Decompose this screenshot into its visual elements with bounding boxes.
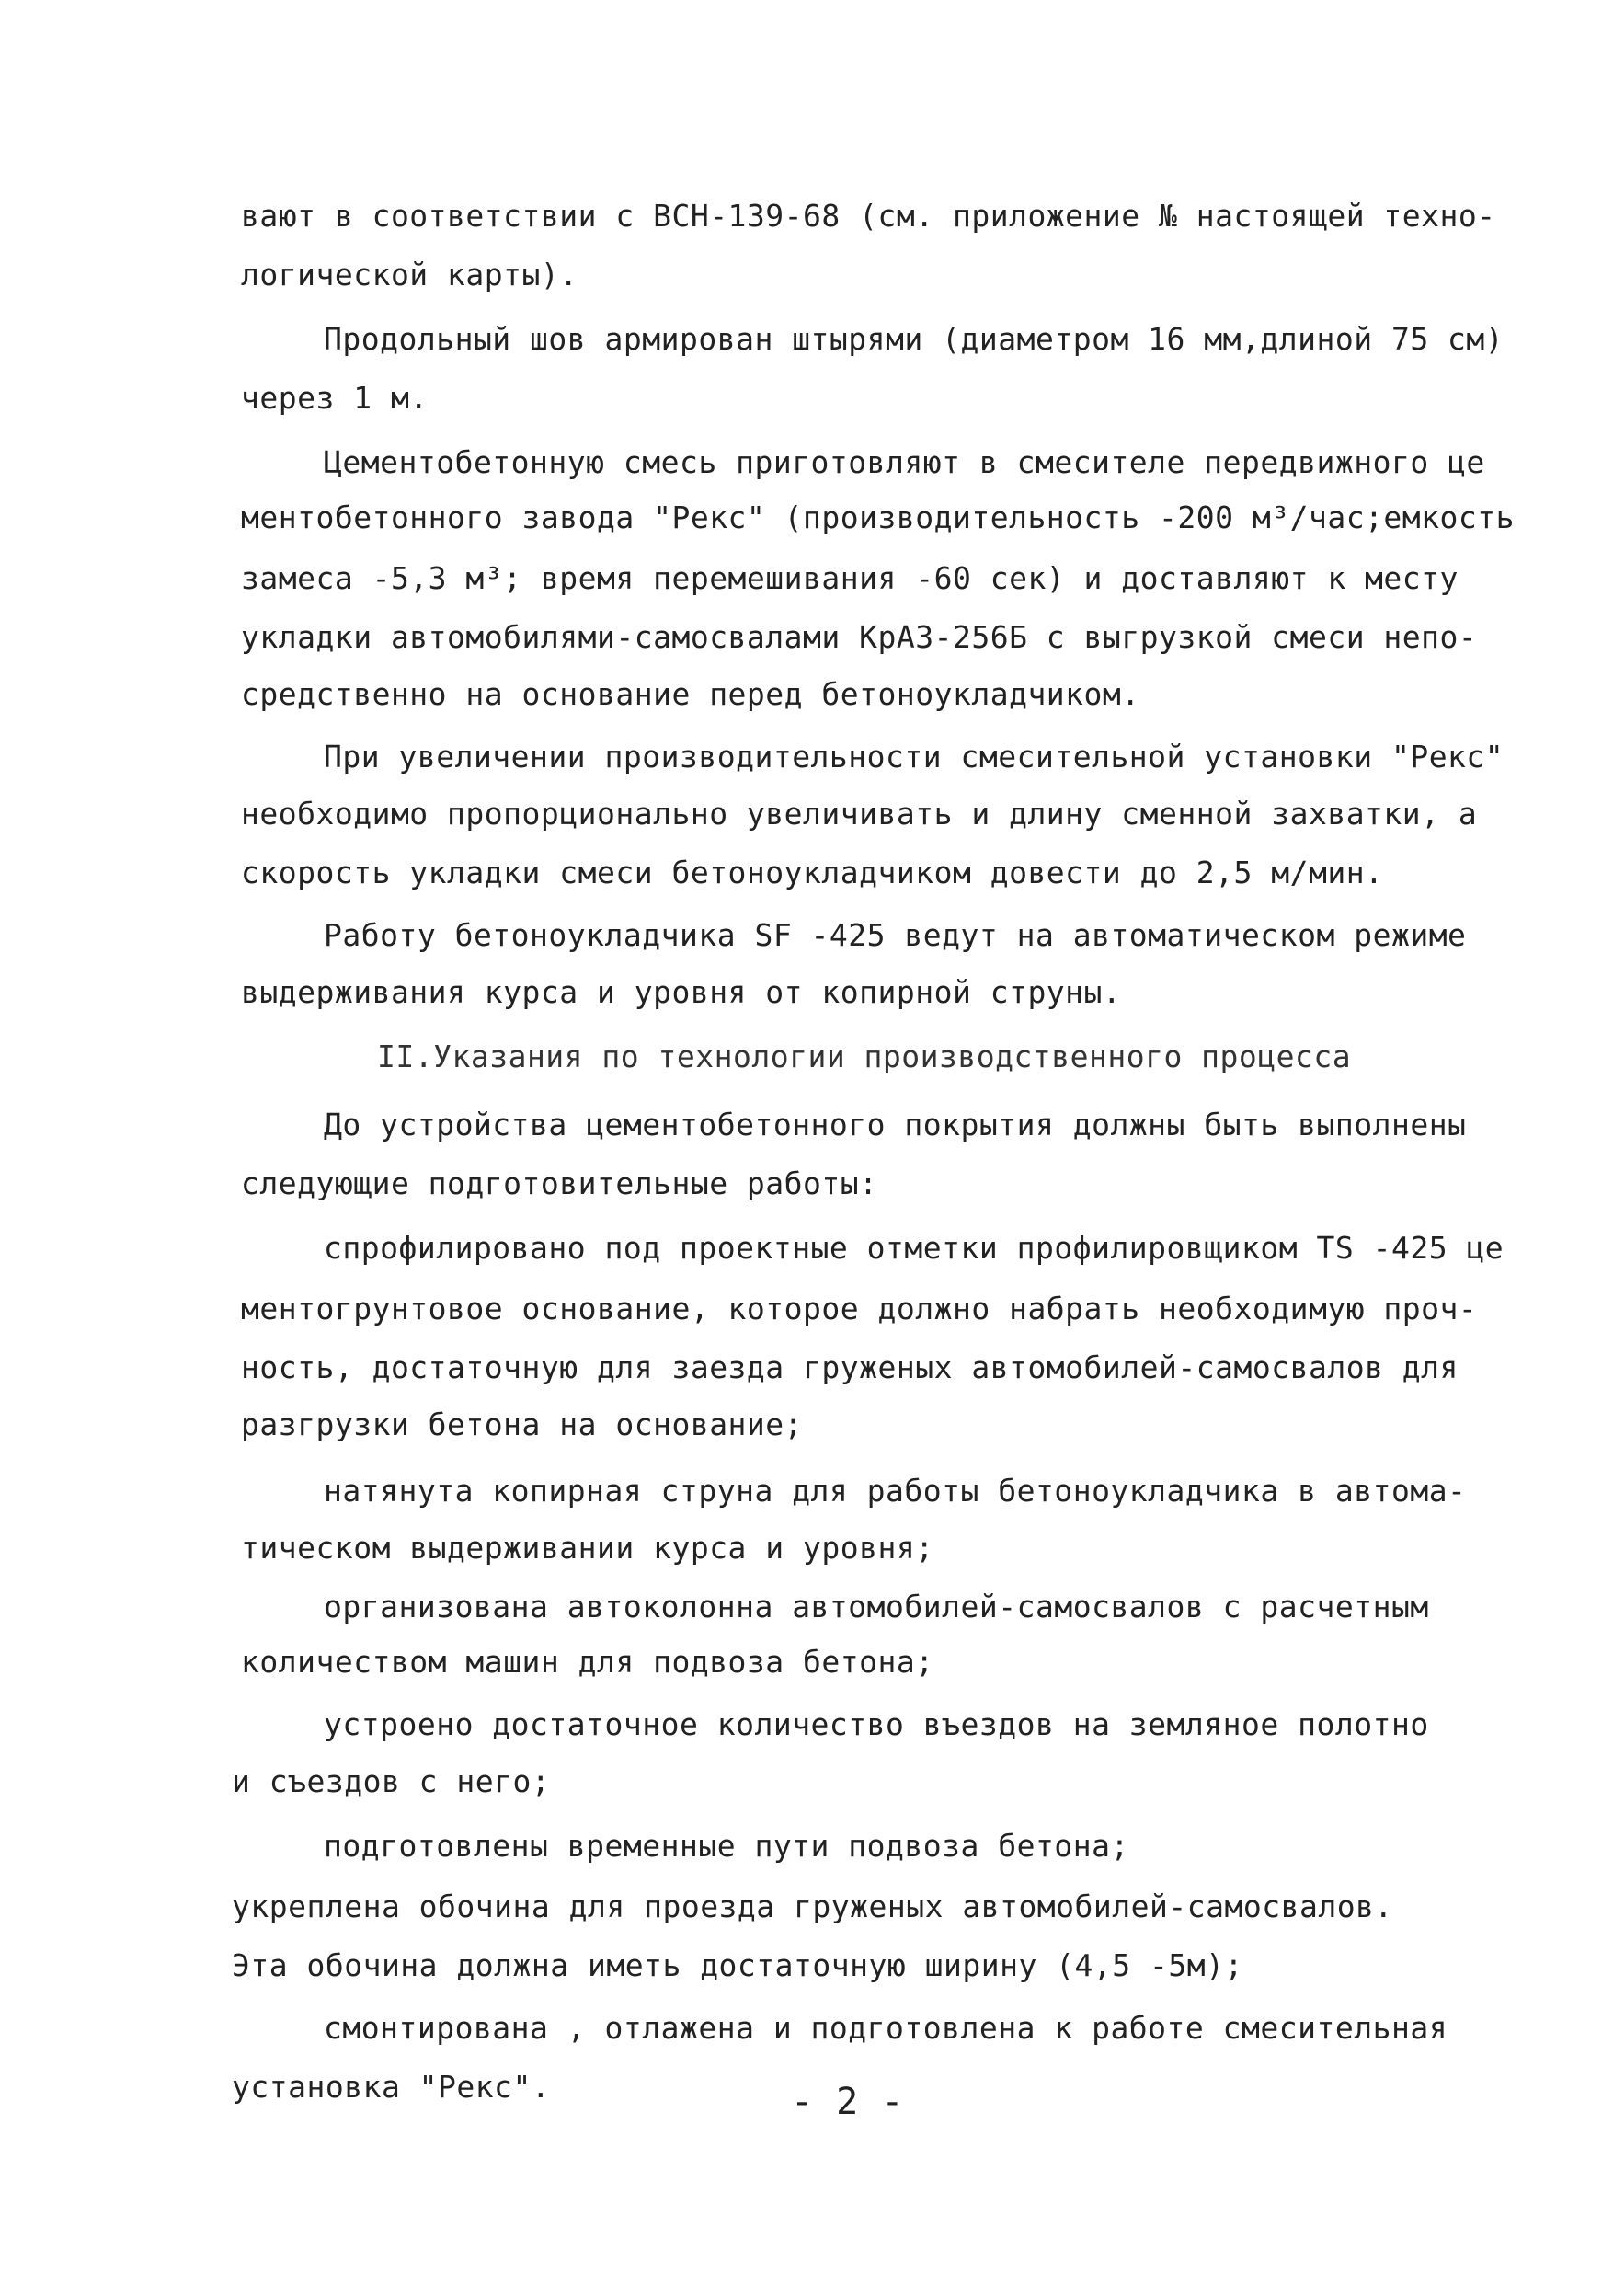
page-number: - 2 - bbox=[791, 2081, 904, 2123]
section-heading: II.Указания по технологии производственного процесса bbox=[377, 1039, 1352, 1074]
text-line: организована автоколонна автомобилей-самосвалов с расчетным bbox=[324, 1589, 1429, 1624]
text-line: При увеличении производительности смесительной установки "Рекс" bbox=[324, 739, 1505, 775]
text-line: установка "Рекс". bbox=[232, 2069, 551, 2105]
text-line: следующие подготовительные работы: bbox=[241, 1165, 878, 1201]
text-line: выдерживания курса и уровня от копирной струны. bbox=[241, 974, 1122, 1010]
text-line: Цементобетонную смесь приготовляют в смесителе передвижного це bbox=[324, 444, 1485, 480]
text-line: скорость укладки смеси бетоноукладчиком довести до 2,5 м/мин. bbox=[241, 855, 1384, 890]
text-line: устроено достаточное количество въездов на земляное полотно bbox=[324, 1706, 1429, 1742]
text-line: смонтирована , отлажена и подготовлена к работе смесительная bbox=[324, 2010, 1448, 2046]
text-line: логической карты). bbox=[241, 257, 578, 293]
text-line: ментогрунтовое основание, которое должно набрать необходимую проч- bbox=[241, 1291, 1478, 1326]
text-line: замеса -5,3 м³; время перемешивания -60 сек) и доставляют к месту bbox=[241, 560, 1459, 596]
text-line: разгрузки бетона на основание; bbox=[241, 1406, 804, 1442]
text-line: подготовлены временные пути подвоза бетона; bbox=[324, 1828, 1129, 1864]
text-line: средственно на основание перед бетоноукладчиком. bbox=[241, 676, 1140, 712]
text-line: Эта обочина должна иметь достаточную ширину (4,5 -5м); bbox=[232, 1947, 1243, 1983]
text-line: спрофилировано под проектные отметки профилировщиком TS -425 це bbox=[324, 1230, 1505, 1266]
text-line: ность, достаточную для заезда груженых автомобилей-самосвалов для bbox=[241, 1349, 1459, 1385]
text-line: через 1 м. bbox=[241, 380, 429, 416]
text-line: Работу бетоноукладчика SF -425 ведут на автоматическом режиме bbox=[324, 917, 1467, 953]
text-line: и съездов с него; bbox=[232, 1763, 551, 1799]
text-line: натянута копирная струна для работы бетоноукладчика в автома- bbox=[324, 1473, 1467, 1509]
text-line: тическом выдерживании курса и уровня; bbox=[241, 1530, 934, 1566]
text-line: необходимо пропорционально увеличивать и длину сменной захватки, а bbox=[241, 796, 1478, 832]
text-line: укреплена обочина для проезда груженых автомобилей-самосвалов. bbox=[232, 1888, 1393, 1924]
text-line: ментобетонного завода "Рекс" (производительность -200 м³/час;емкость bbox=[241, 499, 1516, 535]
text-line: До устройства цементобетонного покрытия должны быть выполнены bbox=[324, 1107, 1467, 1142]
text-line: количеством машин для подвоза бетона; bbox=[241, 1644, 934, 1680]
text-line: укладки автомобилями-самосвалами КрАЗ-256Б с выгрузкой смеси непо- bbox=[241, 619, 1478, 655]
text-line: вают в соответствии с ВСН-139-68 (см. приложение № настоящей техно- bbox=[241, 198, 1496, 234]
text-line: Продольный шов армирован штырями (диаметром 16 мм,длиной 75 см) bbox=[324, 321, 1505, 357]
